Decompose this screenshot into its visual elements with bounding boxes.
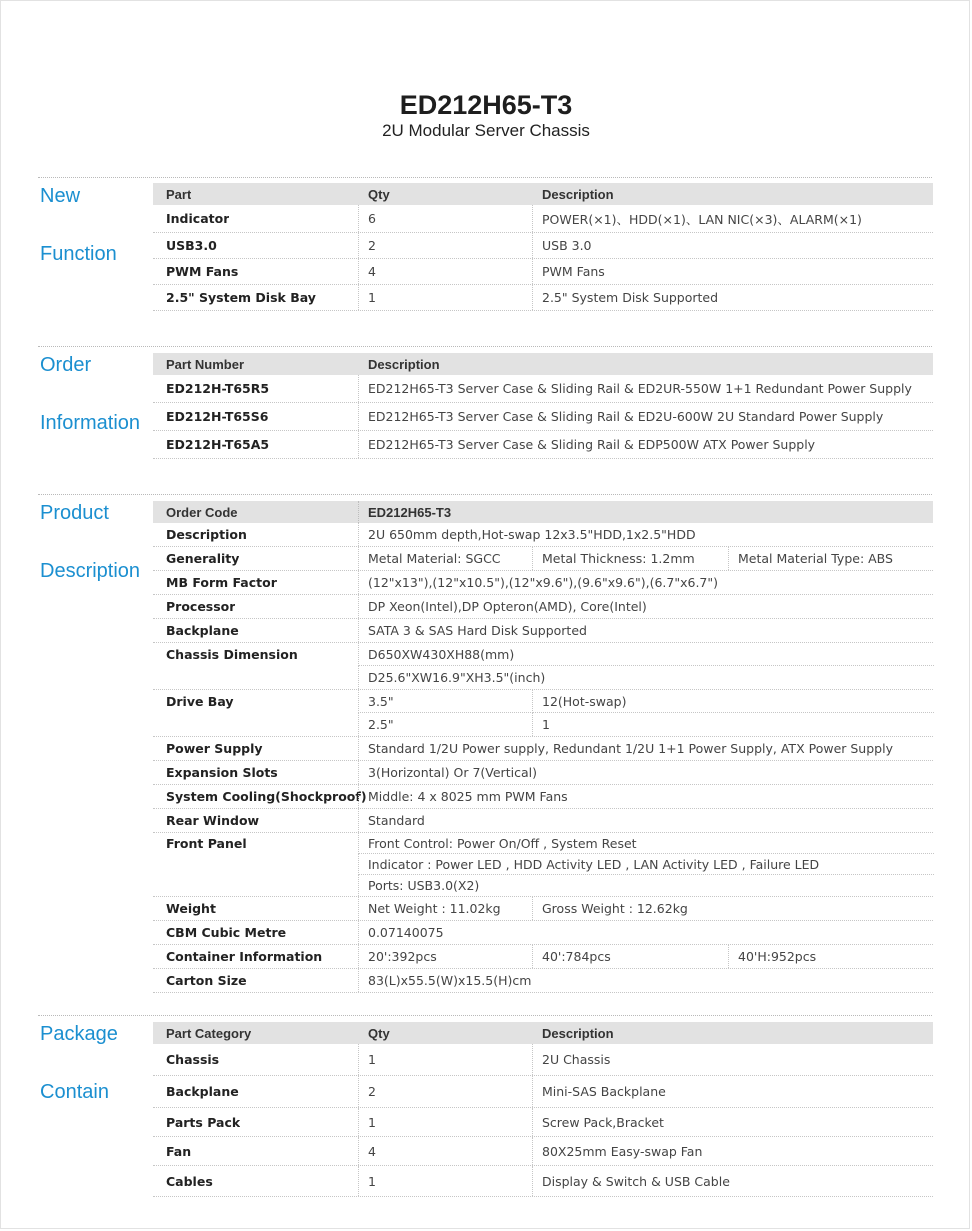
part-cell: PWM Fans — [166, 264, 239, 279]
spec-value: Standard 1/2U Power supply, Redundant 1/2U 1+1 Power Supply, ATX Power Supply — [358, 737, 893, 760]
spec-label: Description — [166, 527, 247, 542]
section-label-line2: Contain — [40, 1081, 109, 1103]
spec-row-front-panel — [153, 833, 933, 897]
spec-value: Indicator : Power LED , HDD Activity LED , LAN Activity LED , Failure LED — [358, 854, 934, 875]
qty-cell: 2 — [358, 1076, 534, 1107]
order-information-table — [153, 353, 933, 459]
header-order-code: Order Code — [166, 504, 238, 520]
spec-value: 2U 650mm depth,Hot-swap 12x3.5"HDD,1x2.5"HDD — [358, 523, 696, 546]
spec-row-description — [153, 523, 933, 547]
spec-value: D25.6"XW16.9"XH3.5"(inch) — [358, 666, 545, 689]
description-cell: Display & Switch & USB Cable — [532, 1166, 730, 1196]
part-cell: 2.5" System Disk Bay — [166, 290, 316, 305]
spec-value: Middle: 4 x 8025 mm PWM Fans — [358, 785, 568, 808]
header-qty: Qty — [368, 186, 390, 202]
spec-value: Metal Material: SGCC — [358, 547, 501, 570]
description-cell: USB 3.0 — [532, 233, 592, 258]
spec-label: Processor — [166, 599, 236, 614]
spec-value: SATA 3 & SAS Hard Disk Supported — [358, 619, 587, 642]
page-title: ED212H65-T3 — [399, 90, 573, 120]
qty-cell: 1 — [358, 1108, 534, 1136]
spec-value: 3.5" — [358, 690, 533, 713]
package-contain-table — [153, 1022, 933, 1197]
spec-value: Metal Thickness: 1.2mm — [532, 547, 695, 570]
spec-value: Metal Material Type: ABS — [728, 547, 893, 570]
spec-row-container — [153, 945, 933, 969]
new-function-table — [153, 183, 933, 311]
spec-value: 12(Hot-swap) — [532, 690, 934, 713]
spec-row-drive-bay — [153, 690, 933, 737]
description-cell: 2U Chassis — [532, 1044, 610, 1075]
qty-cell: 1 — [358, 1044, 534, 1075]
title-block — [0, 90, 972, 141]
spec-row-carton-size — [153, 969, 933, 993]
qty-cell: 6 — [358, 205, 534, 232]
description-cell: ED212H65-T3 Server Case & Sliding Rail & ED2U-600W 2U Standard Power Supply — [358, 403, 883, 430]
table-header-row — [153, 183, 933, 205]
spec-value: 40'H:952pcs — [728, 945, 816, 968]
spec-row-backplane — [153, 619, 933, 643]
table-row — [153, 1108, 933, 1137]
spec-label: Expansion Slots — [166, 765, 278, 780]
section-package-contain — [38, 1015, 932, 1206]
spec-label: Container Information — [166, 949, 323, 964]
page-subtitle: 2U Modular Server Chassis — [382, 121, 590, 140]
table-header-row — [153, 1022, 933, 1044]
spec-value: (12"x13"),(12"x10.5"),(12"x9.6"),(9.6"x9.6"),(6.7"x6.7") — [358, 571, 718, 594]
part-category-cell: Chassis — [166, 1052, 220, 1067]
table-row — [153, 205, 933, 233]
description-cell: ED212H65-T3 Server Case & Sliding Rail & ED2UR-550W 1+1 Redundant Power Supply — [358, 375, 912, 402]
spec-label: System Cooling(Shockproof) — [166, 789, 367, 804]
spec-value: Gross Weight : 12.62kg — [532, 897, 688, 920]
section-new-function — [38, 177, 932, 318]
table-row — [153, 1166, 933, 1197]
table-row — [153, 403, 933, 431]
description-cell: ED212H65-T3 Server Case & Sliding Rail & EDP500W ATX Power Supply — [358, 431, 815, 458]
qty-cell: 4 — [358, 1137, 534, 1165]
section-label-line1: Order — [40, 354, 92, 376]
section-label-line2: Description — [40, 560, 141, 582]
part-cell: USB3.0 — [166, 238, 217, 253]
part-cell: Indicator — [166, 211, 230, 226]
header-qty: Qty — [368, 1025, 390, 1041]
part-number-cell: ED212H-T65A5 — [166, 437, 270, 452]
part-number-cell: ED212H-T65R5 — [166, 381, 270, 396]
spec-value: DP Xeon(Intel),DP Opteron(AMD), Core(Intel) — [358, 595, 647, 618]
spec-row-chassis-dimension — [153, 643, 933, 690]
spec-row-cbm — [153, 921, 933, 945]
table-row — [153, 1044, 933, 1076]
description-cell: Screw Pack,Bracket — [532, 1108, 664, 1136]
spec-label: Drive Bay — [166, 694, 234, 709]
section-label-line1: Product — [40, 502, 109, 524]
spec-value: 83(L)x55.5(W)x15.5(H)cm — [358, 969, 531, 992]
header-part: Part — [166, 186, 192, 202]
spec-label: Power Supply — [166, 741, 263, 756]
spec-value: 40':784pcs — [532, 945, 611, 968]
spec-value: Front Control: Power On/Off , System Reset — [358, 833, 934, 854]
spec-label: Carton Size — [166, 973, 247, 988]
part-category-cell: Backplane — [166, 1084, 239, 1099]
spec-value: 0.07140075 — [358, 921, 444, 944]
spec-label: CBM Cubic Metre — [166, 925, 287, 940]
description-cell: Mini-SAS Backplane — [532, 1076, 666, 1107]
part-category-cell: Parts Pack — [166, 1114, 241, 1130]
part-category-cell: Cables — [166, 1173, 213, 1189]
description-cell: PWM Fans — [532, 259, 605, 284]
spec-row-generality — [153, 547, 933, 571]
qty-cell: 1 — [358, 1166, 534, 1196]
spec-value: D650XW430XH88(mm) — [358, 643, 934, 666]
spec-label: Backplane — [166, 623, 239, 638]
product-description-table — [153, 501, 933, 993]
table-row — [153, 259, 933, 285]
table-row — [153, 1137, 933, 1166]
qty-cell: 4 — [358, 259, 534, 284]
section-label-line2: Information — [40, 412, 141, 434]
table-row — [153, 233, 933, 259]
spec-label: Rear Window — [166, 813, 260, 828]
table-header-row — [153, 353, 933, 375]
description-cell: POWER(×1)、HDD(×1)、LAN NIC(×3)、ALARM(×1) — [532, 205, 862, 232]
header-order-code-value: ED212H65-T3 — [358, 501, 451, 523]
table-row — [153, 431, 933, 459]
spec-label: Weight — [166, 901, 216, 916]
spec-value: 2.5" — [358, 713, 394, 736]
section-label-line2: Function — [40, 243, 117, 265]
header-description: Description — [542, 186, 614, 202]
spec-value: Ports: USB3.0(X2) — [358, 875, 479, 896]
spec-value: 20':392pcs — [358, 945, 437, 968]
spec-label: Generality — [166, 551, 240, 566]
spec-row-expansion-slots — [153, 761, 933, 785]
table-row — [153, 1076, 933, 1108]
qty-cell: 2 — [358, 233, 534, 258]
header-description: Description — [368, 356, 440, 372]
qty-cell: 1 — [358, 285, 534, 310]
spec-value: Standard — [358, 809, 425, 832]
part-number-cell: ED212H-T65S6 — [166, 409, 269, 424]
header-description: Description — [542, 1025, 614, 1041]
table-header-row — [153, 501, 933, 523]
spec-value: Net Weight : 11.02kg — [358, 897, 501, 920]
spec-row-weight — [153, 897, 933, 921]
section-product-description — [38, 494, 932, 988]
header-part-number: Part Number — [166, 356, 245, 372]
description-cell: 2.5" System Disk Supported — [532, 285, 718, 310]
table-row — [153, 375, 933, 403]
header-part-category: Part Category — [166, 1025, 252, 1041]
spec-label: Chassis Dimension — [166, 647, 298, 662]
table-row — [153, 285, 933, 311]
spec-label: Front Panel — [166, 836, 247, 851]
section-label-line1: New — [40, 185, 81, 207]
spec-value: 3(Horizontal) Or 7(Vertical) — [358, 761, 537, 784]
spec-label: MB Form Factor — [166, 575, 277, 590]
spec-row-power-supply — [153, 737, 933, 761]
part-category-cell: Fan — [166, 1143, 192, 1159]
spec-row-system-cooling — [153, 785, 933, 809]
description-cell: 80X25mm Easy-swap Fan — [532, 1137, 702, 1165]
section-order-information — [38, 346, 932, 467]
spec-row-processor — [153, 595, 933, 619]
spec-value: 1 — [532, 713, 550, 736]
spec-row-rear-window — [153, 809, 933, 833]
spec-row-mb-form-factor — [153, 571, 933, 595]
section-label-line1: Package — [40, 1023, 118, 1045]
